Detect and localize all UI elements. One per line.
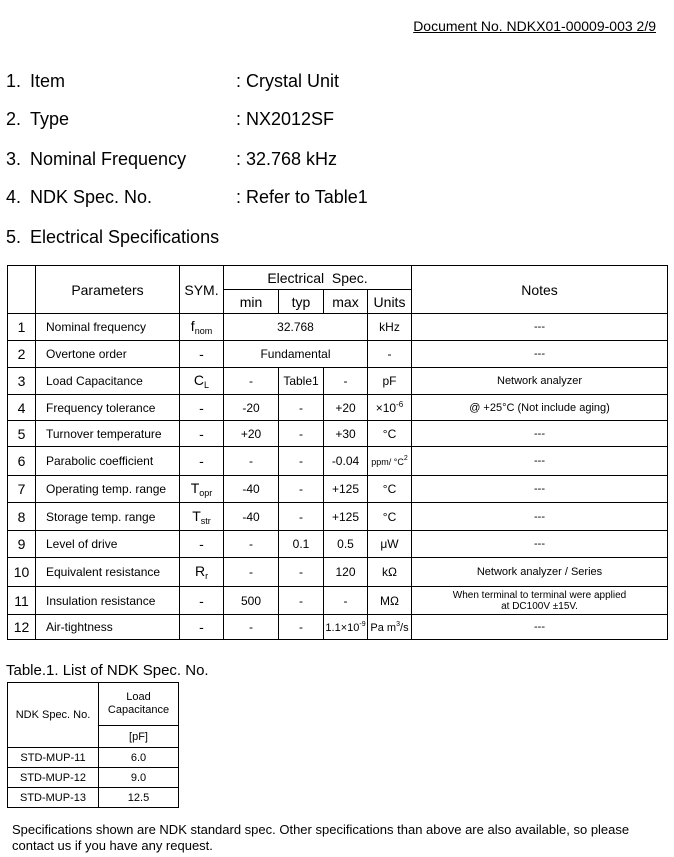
- row-number: 12: [8, 615, 36, 640]
- table-row: [8, 788, 179, 808]
- row-notes: Network analyzer / Series: [412, 558, 668, 587]
- table1-header-unit: [pF]: [99, 726, 179, 748]
- item-label: Nominal Frequency: [30, 149, 187, 169]
- row-min: 500: [224, 587, 279, 615]
- row-typ: -: [279, 587, 324, 615]
- item-number: 3.: [6, 149, 22, 169]
- row-parameter: Frequency tolerance: [36, 395, 180, 421]
- row-number: 9: [8, 531, 36, 558]
- table1-header-spec: NDK Spec. No.: [8, 683, 99, 748]
- row-symbol: $C_L$: [180, 368, 224, 395]
- row-symbol: -: [180, 615, 224, 640]
- row-number: 2: [8, 341, 36, 368]
- row-max: +20: [324, 395, 368, 421]
- item-label: Item: [30, 71, 66, 91]
- item-value: : NX2012SF: [236, 109, 335, 129]
- row-symbol: -: [180, 447, 224, 476]
- row-number: 3: [8, 368, 36, 395]
- item-number: 5.: [6, 227, 22, 247]
- table-row: [8, 476, 668, 503]
- item-value: : Crystal Unit: [236, 71, 340, 91]
- row-typ: -: [279, 395, 324, 421]
- table1-value: 6.0: [99, 748, 179, 768]
- row-symbol: -: [180, 421, 224, 447]
- item-number: 1.: [6, 71, 22, 91]
- row-min: -40: [224, 476, 279, 503]
- row-typ: -: [279, 558, 324, 587]
- row-min: -: [224, 615, 279, 640]
- header-sym: SYM.: [180, 266, 224, 314]
- header-notes: Notes: [412, 266, 668, 314]
- table-row: [8, 531, 668, 558]
- row-min: -20: [224, 395, 279, 421]
- row-typ: -: [279, 447, 324, 476]
- table1-spec: STD-MUP-13: [8, 788, 99, 808]
- row-number: 8: [8, 503, 36, 531]
- row-units: $\times 10^{-6}$: [368, 395, 412, 421]
- table1-value: 12.5: [99, 788, 179, 808]
- document-number: Document No. NDKX01-00009-003 2/9: [413, 18, 656, 34]
- row-units: μW: [368, 531, 412, 558]
- table-row: [8, 748, 179, 768]
- row-notes: ---: [412, 421, 668, 447]
- item-value: : 32.768 kHz: [236, 149, 338, 169]
- row-max: +125: [324, 503, 368, 531]
- row-notes: ---: [412, 447, 668, 476]
- row-number: 11: [8, 587, 36, 615]
- table1-spec: STD-MUP-11: [8, 748, 99, 768]
- row-typ: 0.1: [279, 531, 324, 558]
- row-number: 7: [8, 476, 36, 503]
- table-row: [8, 587, 668, 615]
- row-number: 1: [8, 314, 36, 341]
- table-row: [8, 558, 668, 587]
- row-typ: -: [279, 615, 324, 640]
- table-row: [8, 503, 668, 531]
- row-min: -40: [224, 503, 279, 531]
- row-units: Pa $m^3/s$: [368, 615, 412, 640]
- row-typ: -: [279, 421, 324, 447]
- row-notes: ---: [412, 341, 668, 368]
- row-units: kHz: [368, 314, 412, 341]
- row-units: °C: [368, 503, 412, 531]
- item-number: 4.: [6, 187, 22, 207]
- item-value: : Refer to Table1: [236, 187, 368, 207]
- row-symbol: -: [180, 587, 224, 615]
- row-units: °C: [368, 421, 412, 447]
- table-row: [8, 341, 668, 368]
- row-max: $1.1\times 10^{-9}$: [324, 615, 368, 640]
- row-notes: Network analyzer: [412, 368, 668, 395]
- row-max: -: [324, 368, 368, 395]
- row-parameter: Insulation resistance: [36, 587, 180, 615]
- table-row: [8, 768, 179, 788]
- table-row: [8, 447, 668, 476]
- row-max: +30: [324, 421, 368, 447]
- header-parameters: Parameters: [36, 266, 180, 314]
- row-max: 120: [324, 558, 368, 587]
- item-label: Electrical Specifications: [30, 227, 220, 247]
- ndk-spec-table: [7, 682, 179, 808]
- item-label: Type: [30, 109, 70, 129]
- row-parameter: Equivalent resistance: [36, 558, 180, 587]
- row-symbol: $f_{nom}$: [180, 314, 224, 341]
- row-parameter: Level of drive: [36, 531, 180, 558]
- row-typ: Table1: [279, 368, 324, 395]
- row-symbol: -: [180, 531, 224, 558]
- row-number: 10: [8, 558, 36, 587]
- row-symbol: -: [180, 341, 224, 368]
- row-symbol: $R_r$: [180, 558, 224, 587]
- row-notes: When terminal to terminal were applied at DC100V ±15V.: [412, 587, 668, 615]
- row-max: 0.5: [324, 531, 368, 558]
- row-min: -: [224, 447, 279, 476]
- table1-caption: Table.1. List of NDK Spec. No.: [6, 662, 209, 679]
- header-max: max: [324, 290, 368, 314]
- row-min: +20: [224, 421, 279, 447]
- row-units: pF: [368, 368, 412, 395]
- electrical-spec-table: [7, 265, 668, 640]
- row-parameter: Operating temp. range: [36, 476, 180, 503]
- row-notes: ---: [412, 476, 668, 503]
- row-units: ppm/ $^\circ C^2$: [368, 447, 412, 476]
- row-parameter: Overtone order: [36, 341, 180, 368]
- table-row: [8, 368, 668, 395]
- row-units: kΩ: [368, 558, 412, 587]
- table1-header-load: Load Capacitance: [99, 683, 179, 726]
- footer-note: Specifications shown are NDK standard spec. Other specifications than above are also available, so please contact us if you have any request.: [12, 822, 630, 853]
- table1-spec: STD-MUP-12: [8, 768, 99, 788]
- row-symbol: -: [180, 395, 224, 421]
- table-row: [8, 314, 668, 341]
- table-row: [8, 615, 668, 640]
- row-max: +125: [324, 476, 368, 503]
- row-notes: ---: [412, 531, 668, 558]
- row-number: 4: [8, 395, 36, 421]
- table-row: [8, 395, 668, 421]
- row-parameter: Load Capacitance: [36, 368, 180, 395]
- row-notes: ---: [412, 314, 668, 341]
- table1-value: 9.0: [99, 768, 179, 788]
- row-symbol: $T_{opr}$: [180, 476, 224, 503]
- row-typ: -: [279, 503, 324, 531]
- row-max: -: [324, 587, 368, 615]
- row-min: -: [224, 368, 279, 395]
- row-number: 5: [8, 421, 36, 447]
- row-merged-value: 32.768: [224, 314, 368, 341]
- header-units: Units: [368, 290, 412, 314]
- header-min: min: [224, 290, 279, 314]
- row-notes: ---: [412, 615, 668, 640]
- row-min: -: [224, 558, 279, 587]
- row-number: 6: [8, 447, 36, 476]
- row-merged-value: Fundamental: [224, 341, 368, 368]
- row-parameter: Storage temp. range: [36, 503, 180, 531]
- row-max: -0.04: [324, 447, 368, 476]
- row-parameter: Turnover temperature: [36, 421, 180, 447]
- row-typ: -: [279, 476, 324, 503]
- row-parameter: Nominal frequency: [36, 314, 180, 341]
- row-parameter: Air-tightness: [36, 615, 180, 640]
- row-symbol: $T_{str}$: [180, 503, 224, 531]
- item-label: NDK Spec. No.: [30, 187, 153, 207]
- row-notes: ---: [412, 503, 668, 531]
- row-min: -: [224, 531, 279, 558]
- header-electrical-spec: Electrical Spec.: [224, 266, 412, 290]
- row-units: MΩ: [368, 587, 412, 615]
- row-notes: @ +25°C (Not include aging): [412, 395, 668, 421]
- row-units: -: [368, 341, 412, 368]
- header-no: [8, 266, 36, 314]
- header-typ: typ: [279, 290, 324, 314]
- table-row: [8, 421, 668, 447]
- row-parameter: Parabolic coefficient: [36, 447, 180, 476]
- row-units: °C: [368, 476, 412, 503]
- item-number: 2.: [6, 109, 22, 129]
